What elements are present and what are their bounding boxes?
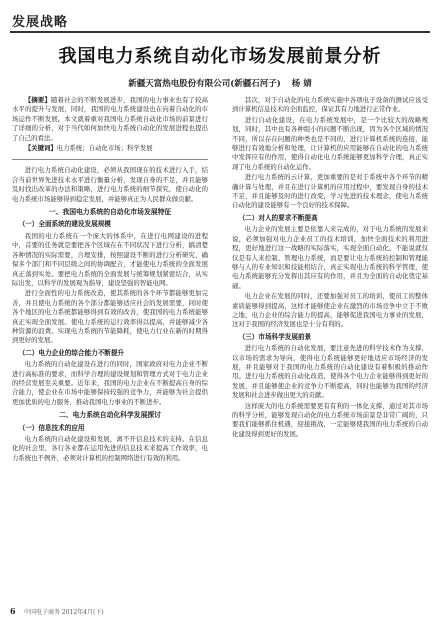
section-1-heading: 一、我国电力系统的自动化市场发展特征 [48, 208, 172, 217]
paragraph: 其次，对于自动化的电力系统实施中各项电子设备的测试应该受到计算机信息技术的全面监控，保证其有力地进行正常作业。 [232, 96, 428, 114]
journal-source: 中国电子商务 2012年4月(下) [24, 609, 104, 616]
company-name: 新疆天富热电股份有限公司(新疆石河子) [128, 79, 281, 89]
right-column [232, 96, 428, 602]
paragraph: 电力企业在发展的同时，还要加强对员工的培训，使员工的整体素质能够得到提高，这样才能够使企业在激烈的市场竞争中立于不败之地，电力企业的综合能力的提高，能够促进我国电力事业的发展，这对于我国的经济发展也是十分有利的。 [232, 292, 428, 329]
subsection-2-1-heading: （一）信息技术的应用 [18, 423, 85, 432]
section-2-heading: 二、电力系统自动化科学发展探讨 [59, 411, 161, 420]
section-header [10, 6, 430, 34]
page-number: 6 [10, 606, 16, 616]
page-footer [10, 606, 430, 618]
keywords [12, 144, 208, 153]
subsection-1-1-heading: （一）全面系统的建设发展规模 [18, 220, 111, 229]
keywords-text: 电力系统；自动化市场；科学发展 [56, 144, 153, 153]
paragraph: 电力系统的自动化建设和发展，离不开信息技术的支持。在信息化的社会里，各行各业都在运用先进的信息技术来提高工作效率，电力系统也不例外，必须对计算机的控制网络进行有效的利用。 [12, 435, 208, 462]
paragraph: 我国的电力系统在一个庞大的体系中，在进行电网建设的进程中，首要的任务就是要把各个区域在在不同状况下进行分析，搞清楚各种情况的实际需要，合理安排，按照建设不断的进行分析研究，确保多个部门和不同层级之间的协调配合，才能使电力系统的全面发展真正落到实处。要把电力系统的全面发展与统筹规划紧密结合，从实际出发，以科学的发展观为指导，建设坚强的智能电网。 [12, 231, 208, 287]
author-name: 杨 婧 [291, 79, 312, 89]
byline [0, 77, 440, 89]
paragraph: 进行电力系统的云计算，更加重要的是对于系统中各个环节的精确计算与处理，并且在进行计算机的应用过程中，要发现自身的技术不足，并且能够及时的进行改变，学习先进的技术理念，使电力系统自动化的建设能够有一个良好的技术保障。 [232, 173, 428, 210]
abstract-text: 随着社会的不断发展进步，我国的电力事业也有了较高水平的提升与发展，同时，我国的电力系统建设也在向着自动化的市场运作不断发展。本文就着重对我国电力系统自动化市场的前景进行了详细的分析，对于当代如何加快电力系统自动化的发展进程也提出了自己的看法。 [12, 96, 208, 142]
keywords-label: 【关键词】 [24, 144, 57, 153]
paragraph: 这样庞大的电力系统需要更有有利的一体化支撑，通过对其市场的科学分析，能够发现自动化的电力系统市场前景是非常广阔的，只要我们能够抓住机遇，迎接挑战，一定能够使我国的电力系统的自动化建设得到更好的发展。 [232, 401, 428, 438]
paragraph: 进行全面性的电力系统改造，使其系统的各个环节都能够更加完善，并且使电力系统的各个部分都能够适应社会的发展需要，同时使各个地区的电力系统都能够得到有效的改善，使我国的电力系统能够真正实现全面发展。使电力系统的运行效率得以提高，并能够减少各种资源的浪费。实现电力系统的节能降耗，使电力行业在新的时期得到更好的发展。 [12, 289, 208, 345]
paragraph: 进行电力系统的自动化发展，要注意先进的科学技术作为支撑，以市场的需求为导向，使得电力系统能够更好地适应市场经济的发展，并且能够对于我国的电力系统的自动化建设有着积极的推动作用。进行电力系统的自动化改造，使得各个电力企业能够得到更好的发展，并且能够使企业的竞争力不断提高，同时也能够为我国的经济发展和社会进步做出更大的贡献。 [232, 344, 428, 400]
subsection-2-3-heading: （三）市场科学发展前景 [238, 332, 312, 341]
paragraph: 电力系统的自动化建设在进行的同时，国家政府对电力企业不断进行高标准的要求，而科学合理的建设规划和管理方式对于电力企业的经营发展至关重要。近年来，我国的电力企业在不断提高自身的综合能力，使企业在市场中能够保持较强的竞争力，并能够为社会提供更加优质的电力服务，推动我国电力事业的不断进步。 [12, 360, 208, 406]
subsection-2-2-heading: （二）对人的要求不断提高 [238, 213, 318, 222]
abstract [12, 96, 208, 143]
article-title: 我国电力系统自动化市场发展前景分析 [58, 46, 382, 67]
intro-paragraph: 进行电力系统自动化建设，必须从我国现在的技术进行入手，结合当前世界先进技术水平进行衡量分析，发现自身的不足，并且能够及时找出改革的办法和策略，进行电力系统的细节探究，使自动化的电力系统市场能够得到稳定发展，并能够真正为人民群众做贡献。 [12, 166, 208, 203]
section-label: 发展战略 [12, 15, 69, 30]
abstract-label: 【摘要】 [24, 96, 51, 104]
paragraph: 电力企业的发展主要是依靠人来完成的，对于电力系统的发展来说，必须加强对电力企业员工的技术培训，加快全面技术的利用进程，更好地进行这一战略的实际落实，实现全面自动化。不能说就仅仅是有人来控制、管理电力系统，而是要让电力系统的控制和管理能够与人的专业知识和技能相结合，真正实现电力系统的科学管理，使电力系统能够充分发挥出其应有的作用，并且为全面的自动化奠定基础。 [232, 225, 428, 290]
header-divider [10, 31, 430, 33]
left-column [12, 96, 208, 602]
subsection-1-2-heading: （二）电力企业的综合能力不断提升 [18, 348, 125, 357]
abstract-block [12, 96, 208, 160]
paragraph: 进行自动化建设，在电力系统发展中，是一个比较大的战略规划，同时，其中也有各种组小的问题不断出现，因为各个区域的情况不同，所以存在问题的种类也是不同的，进行计算机系统的连接，能够进行有效地分析和处理，让计算机的应用能够在自动化的电力系统中发挥应有的作用，使得自动化电力系统能够更加科学合理，真正实现了电力系统的自动化运作。 [232, 115, 428, 171]
